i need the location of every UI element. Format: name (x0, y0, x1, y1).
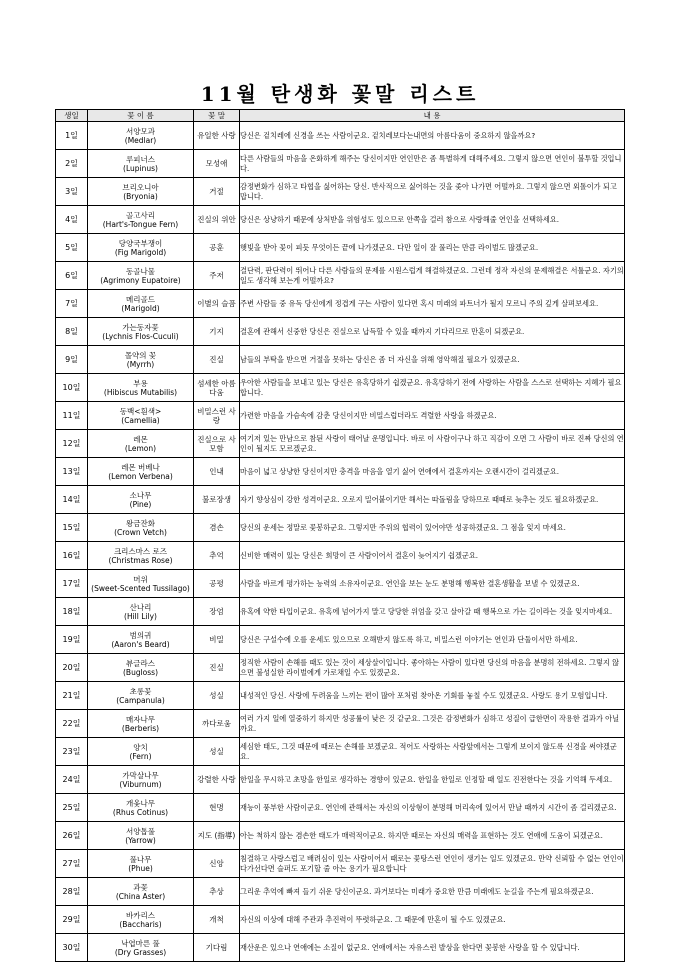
cell-meaning: 모성애 (194, 150, 240, 178)
cell-flower (88, 262, 194, 290)
cell-desc: 당신은 상냥하기 때문에 상처받을 위험성도 있으므로 안쪽을 걸러 참으로 사랑해줄 연인을 선택하세요. (240, 206, 625, 234)
cell-day: 24일 (56, 766, 88, 794)
table-row (56, 514, 625, 542)
flower-name: 가는동자꽃 (122, 322, 159, 332)
cell-day: 15일 (56, 514, 88, 542)
table-row (56, 374, 625, 402)
flower-name: 낙엽마른 풀 (121, 938, 160, 948)
flower-latin: (Fern) (129, 751, 152, 761)
cell-meaning: 성실 (194, 682, 240, 710)
table-row (56, 430, 625, 458)
cell-meaning: 거절 (194, 178, 240, 206)
cell-flower (88, 542, 194, 570)
table-row (56, 402, 625, 430)
cell-day: 12일 (56, 430, 88, 458)
cell-day: 5일 (56, 234, 88, 262)
cell-desc: 한일을 무시하고 초망을 한일로 생각하는 경향이 있군요. 한일을 한일로 인정할 때 일도 진전한다는 것을 기억해 두세요. (240, 766, 625, 794)
cell-flower (88, 206, 194, 234)
cell-flower (88, 710, 194, 738)
cell-desc: 내성적인 당신. 사랑에 두려움을 느끼는 편이 많아 포처럼 찾아온 기회를 놓칠 수도 있겠군요. 사랑도 용기 모험입니다. (240, 682, 625, 710)
cell-desc: 아는 척하지 않는 겸손한 태도가 매력적이군요. 하지만 때로는 자신의 매력을 표현하는 것도 연애에 도움이 되겠군요. (240, 822, 625, 850)
cell-meaning: 신앙 (194, 850, 240, 878)
cell-flower (88, 178, 194, 206)
cell-meaning: 불로장생 (194, 486, 240, 514)
flower-latin: (Lupinus) (123, 163, 158, 173)
table-row (56, 850, 625, 878)
cell-flower (88, 150, 194, 178)
cell-desc: 유혹에 약한 타입이군요. 유혹에 넘어가지 말고 당당한 위엄을 갖고 살아갈 때 행복으로 가는 길이라는 것을 잊지마세요. (240, 598, 625, 626)
flower-latin: (Viburnum) (119, 779, 162, 789)
cell-meaning: 비밀스런 사랑 (194, 402, 240, 430)
cell-meaning: 공평 (194, 570, 240, 598)
flower-latin: (China Aster) (115, 891, 166, 901)
table-row (56, 794, 625, 822)
cell-meaning: 공훈 (194, 234, 240, 262)
cell-desc: 정직한 사람이 손해를 때도 있는 것이 세상살이입니다. 좋아하는 사람이 있다면 당신의 마음을 분명히 전하세요. 그렇지 않으면 불성실한 라이벌에게 가로채일 수도 있겠군요. (240, 654, 625, 682)
cell-day: 30일 (56, 934, 88, 962)
table-row (56, 598, 625, 626)
flower-name: 산나리 (129, 602, 152, 612)
flower-name: 레몬 버베나 (121, 462, 160, 472)
cell-day: 9일 (56, 346, 88, 374)
cell-day: 19일 (56, 626, 88, 654)
table-row (56, 878, 625, 906)
cell-flower (88, 318, 194, 346)
flower-name: 범의귀 (129, 630, 152, 640)
flower-latin: (Aaron's Beard) (111, 639, 170, 649)
flower-latin: (Lemon) (124, 443, 157, 453)
cell-flower (88, 626, 194, 654)
cell-day: 21일 (56, 682, 88, 710)
cell-day: 17일 (56, 570, 88, 598)
cell-flower (88, 514, 194, 542)
cell-flower (88, 766, 194, 794)
cell-desc: 당신은 겉치레에 신경을 쓰는 사람이군요. 겉치레보다는내면의 아름다움이 중요하지 않을까요? (240, 122, 625, 150)
cell-day: 20일 (56, 654, 88, 682)
flower-latin: (Lychnis Flos-Cuculi) (102, 331, 179, 341)
table-row (56, 234, 625, 262)
cell-desc: 주변 사람들 중 유독 당신에게 정겹게 구는 사람이 있다면 혹시 미래의 파트너가 될지 모르니 주의 깊게 살펴보세요. (240, 290, 625, 318)
flower-latin: (Phue) (128, 863, 153, 873)
cell-meaning: 진실의 위안 (194, 206, 240, 234)
table-row (56, 738, 625, 766)
cell-day: 6일 (56, 262, 88, 290)
table-row (56, 654, 625, 682)
cell-meaning: 추억 (194, 542, 240, 570)
table-row (56, 486, 625, 514)
cell-desc: 그리운 추억에 빠져 들기 쉬운 당신이군요. 과거보다는 미래가 중요한 만큼 미래에도 눈길을 주는게 필요하겠군요. (240, 878, 625, 906)
cell-flower (88, 850, 194, 878)
flower-latin: (Hill Lily) (124, 611, 157, 621)
cell-desc: 자기 향상심이 강한 성격이군요. 오로지 밀어붙이기만 해서는 따돌림을 당하므로 때때로 늦추는 것도 필요하겠군요. (240, 486, 625, 514)
cell-flower (88, 458, 194, 486)
table-row (56, 626, 625, 654)
cell-flower (88, 122, 194, 150)
flower-name: 동백<흰색> (119, 406, 162, 416)
flower-latin: (Marigold) (121, 303, 160, 313)
flower-name: 크리스마스 로즈 (113, 546, 168, 556)
flower-latin: (Crown Vetch) (114, 527, 167, 537)
flower-name: 바카리스 (126, 910, 155, 920)
table-row (56, 682, 625, 710)
table-row (56, 150, 625, 178)
cell-flower (88, 794, 194, 822)
cell-meaning: 현명 (194, 794, 240, 822)
cell-day: 13일 (56, 458, 88, 486)
flower-latin: (Pine) (129, 499, 152, 509)
cell-desc: 침결하고 사랑스럽고 배려심이 있는 사람이어서 때로는 꽃탕스런 연인이 생기는 일도 있겠군요. 만약 신뢰할 수 없는 연인이 다가선다면 슬퍼도 포기할 줄 아는 용기가 필요합니다 (240, 850, 625, 878)
header-day: 생일 (56, 110, 88, 122)
cell-flower (88, 430, 194, 458)
cell-meaning: 강렬한 사랑 (194, 766, 240, 794)
flower-name: 당양국부쟁이 (118, 238, 163, 248)
cell-day: 23일 (56, 738, 88, 766)
cell-flower (88, 598, 194, 626)
cell-day: 2일 (56, 150, 88, 178)
flower-name: 메리골드 (126, 294, 155, 304)
header-flower: 꽃 이 름 (88, 110, 194, 122)
flower-name: 부용 (133, 378, 148, 388)
flower-name: 과꽃 (133, 882, 148, 892)
cell-day: 14일 (56, 486, 88, 514)
table-row (56, 178, 625, 206)
cell-day: 8일 (56, 318, 88, 346)
flower-latin: (Camellia) (121, 415, 160, 425)
cell-day: 11일 (56, 402, 88, 430)
cell-meaning: 진실 (194, 654, 240, 682)
table-row (56, 458, 625, 486)
cell-meaning: 개척 (194, 906, 240, 934)
cell-desc: 여기저 있는 만남으로 참된 사랑이 태어날 운명입니다. 바로 이 사람이구나 하고 직감이 오면 그 사람이 바로 진짜 당신의 연인이 될지도 모르겠군요. (240, 430, 625, 458)
cell-meaning: 진실으로 사모함 (194, 430, 240, 458)
flower-name: 뷰글라스 (126, 658, 155, 668)
table-row (56, 766, 625, 794)
cell-flower (88, 402, 194, 430)
flower-name: 머위 (133, 574, 148, 584)
cell-day: 7일 (56, 290, 88, 318)
flower-name: 풀나무 (129, 854, 152, 864)
flower-name: 레몬 (133, 434, 148, 444)
flower-latin: (Hart's-Tongue Fern) (102, 219, 179, 229)
cell-day: 26일 (56, 822, 88, 850)
cell-desc: 남들의 부탁을 받으면 거절을 못하는 당신은 좀 더 자신을 위해 영악해질 필요가 있겠군요. (240, 346, 625, 374)
table-row (56, 262, 625, 290)
table-row (56, 906, 625, 934)
flower-name: 골고사리 (126, 210, 155, 220)
cell-flower (88, 290, 194, 318)
table-row (56, 346, 625, 374)
flower-name: 브리오니아 (122, 182, 159, 192)
flower-name: 서양모과 (126, 126, 155, 136)
table-row (56, 122, 625, 150)
flower-latin: (Lemon Verbena) (108, 471, 173, 481)
table-row (56, 290, 625, 318)
flower-name: 초롱꽃 (129, 686, 152, 696)
flower-latin: (Myrrh) (126, 359, 155, 369)
flower-latin: (Bryonia) (123, 191, 158, 201)
table-row (56, 570, 625, 598)
cell-desc: 결단력, 판단력이 뛰어나 다른 사람들의 문제를 시원스럽게 해결하겠군요. 그런데 정작 자신의 문제해결은 서툴군요. 자기의 일도 생각해 보는게 어떨까요? (240, 262, 625, 290)
cell-meaning: 추상 (194, 878, 240, 906)
cell-desc: 다른 사람들의 마음을 온화하게 해주는 당신이지만 연인만은 좀 특별하게 대해주세요. 그렇지 않으면 연인이 불투할 것입니다. (240, 150, 625, 178)
flower-latin: (Campanula) (116, 695, 165, 705)
cell-flower (88, 906, 194, 934)
cell-meaning: 장엄 (194, 598, 240, 626)
cell-day: 10일 (56, 374, 88, 402)
cell-day: 27일 (56, 850, 88, 878)
cell-desc: 결혼에 관해서 신중한 당신은 진실으로 납득할 수 있을 때까지 기다리므로 만혼이 되겠군요. (240, 318, 625, 346)
cell-desc: 우아한 사람들을 보내고 있는 당신은 유혹당하기 쉽겠군요. 유혹당하기 전에 사랑하는 사람을 스스로 선택하는 지혜가 필요합니다. (240, 374, 625, 402)
cell-day: 29일 (56, 906, 88, 934)
cell-meaning: 인내 (194, 458, 240, 486)
cell-flower (88, 234, 194, 262)
flower-latin: (Christmas Rose) (108, 555, 173, 565)
cell-flower (88, 374, 194, 402)
cell-desc: 여러 가지 일에 열중하기 하지만 성공률이 낮은 것 같군요. 그것은 감정변화가 심하고 성질이 급한면이 작용한 결과가 아닐까요. (240, 710, 625, 738)
cell-desc: 가련한 마음을 가슴속에 감춘 당신이지만 비밀스럽더라도 격렬한 사랑을 하겠군요. (240, 402, 625, 430)
cell-flower (88, 934, 194, 962)
flower-latin: (Dry Grasses) (114, 947, 167, 957)
cell-meaning: 기지 (194, 318, 240, 346)
cell-flower (88, 654, 194, 682)
cell-flower (88, 738, 194, 766)
flower-name: 몰약의 꽃 (124, 350, 157, 360)
cell-meaning: 이별의 슬픔 (194, 290, 240, 318)
flower-latin: (Sweet-Scented Tussilago) (91, 583, 190, 593)
cell-day: 3일 (56, 178, 88, 206)
table-row (56, 206, 625, 234)
cell-day: 18일 (56, 598, 88, 626)
header-desc: 내 용 (240, 110, 625, 122)
flower-latin: (Rhus Cotinus) (112, 807, 169, 817)
flower-name: 동골나물 (126, 266, 155, 276)
cell-meaning: 비밀 (194, 626, 240, 654)
flower-name: 서양톱풀 (126, 826, 155, 836)
flower-latin: (Agrimony Eupatoire) (100, 275, 181, 285)
cell-desc: 감정변화가 심하고 타협을 싫어하는 당신. 반사적으로 싫어하는 것을 좇아 나가면 어떨까요. 그렇지 않으면 외톨이가 되고 맙니다. (240, 178, 625, 206)
cell-desc: 신비한 매력이 있는 당신은 희망이 큰 사람이어서 결혼이 늦어지기 쉽겠군요. (240, 542, 625, 570)
table-row (56, 542, 625, 570)
flower-latin: (Baccharis) (119, 919, 162, 929)
table-row (56, 934, 625, 962)
cell-meaning: 기다림 (194, 934, 240, 962)
cell-desc: 재산운은 있으나 연애에는 소질이 없군요. 연애에서는 자유스런 발상을 한다면 꽃봉한 사랑을 할 수 있답니다. (240, 934, 625, 962)
table-header-row (56, 110, 625, 122)
flower-latin: (Bugloss) (123, 667, 158, 677)
cell-day: 22일 (56, 710, 88, 738)
flower-name: 왕금잔화 (126, 518, 155, 528)
cell-flower (88, 486, 194, 514)
flower-name: 매자나무 (126, 714, 155, 724)
flower-name: 양치 (133, 742, 148, 752)
flower-latin: (Hibiscus Mutabilis) (103, 387, 178, 397)
cell-meaning: 성실 (194, 738, 240, 766)
cell-day: 16일 (56, 542, 88, 570)
cell-desc: 재능이 풍부한 사람이군요. 연인에 관해서는 자신의 이상형이 분명해 머리속에 있어서 만날 때까지 시간이 좀 걸리겠군요. (240, 794, 625, 822)
cell-meaning: 주저 (194, 262, 240, 290)
cell-desc: 마음이 넓고 상냥한 당신이지만 충격을 마음을 열기 싫어 연애에서 결혼까지는 오랜시간이 걸리겠군요. (240, 458, 625, 486)
cell-flower (88, 682, 194, 710)
table-row (56, 710, 625, 738)
cell-meaning: 유일한 사랑 (194, 122, 240, 150)
flower-latin: (Fig Marigold) (114, 247, 167, 257)
flower-name: 가막살나무 (122, 770, 159, 780)
cell-day: 4일 (56, 206, 88, 234)
flower-name: 개옻나무 (126, 798, 155, 808)
cell-desc: 세심한 태도, 그것 때문에 때로는 손해를 보겠군요. 적어도 사랑하는 사람앞에서는 그렇게 보이지 않도록 신경을 써야겠군요. (240, 738, 625, 766)
flower-latin: (Berberis) (121, 723, 160, 733)
page-title: 11월 탄생화 꽃말 리스트 (200, 82, 480, 106)
cell-meaning: 겸손 (194, 514, 240, 542)
cell-day: 25일 (56, 794, 88, 822)
cell-meaning: 섬세한 아름다움 (194, 374, 240, 402)
cell-flower (88, 570, 194, 598)
cell-desc: 당신은 구설수에 오를 운세도 있으므로 오해받지 않도록 하고, 비밀스런 이야기는 연인과 단둘이서만 하세요. (240, 626, 625, 654)
flower-latin: (Medlar) (124, 135, 157, 145)
cell-desc: 당신의 운세는 정말로 꽃봉하군요. 그렇지만 주위의 협력이 있어야만 성공하겠군요. 그 점을 잊지 마세요. (240, 514, 625, 542)
cell-flower (88, 822, 194, 850)
birth-flower-table (55, 109, 625, 962)
cell-desc: 자신의 이상에 대해 주관과 추진력이 뚜렷하군요. 그 때문에 만혼이 될 수도 있겠군요. (240, 906, 625, 934)
cell-day: 28일 (56, 878, 88, 906)
cell-day: 1일 (56, 122, 88, 150)
cell-meaning: 진실 (194, 346, 240, 374)
cell-desc: 사람을 바르게 평가하는 능력의 소유자이군요. 연인을 보는 눈도 분명해 행복한 결혼생활을 보낼 수 있겠군요. (240, 570, 625, 598)
flower-name: 루피너스 (126, 154, 155, 164)
cell-flower (88, 878, 194, 906)
cell-meaning: 지도 (指導) (194, 822, 240, 850)
cell-meaning: 까다로움 (194, 710, 240, 738)
flower-latin: (Yarrow) (125, 835, 156, 845)
table-row (56, 318, 625, 346)
cell-flower (88, 346, 194, 374)
header-meaning: 꽃 말 (194, 110, 240, 122)
table-row (56, 822, 625, 850)
flower-name: 소나무 (129, 490, 152, 500)
cell-desc: 햇빛을 받아 꽃이 피듯 무엇이든 끝에 나가겠군요. 다만 일이 잘 풀리는 만큼 라이벌도 많겠군요. (240, 234, 625, 262)
